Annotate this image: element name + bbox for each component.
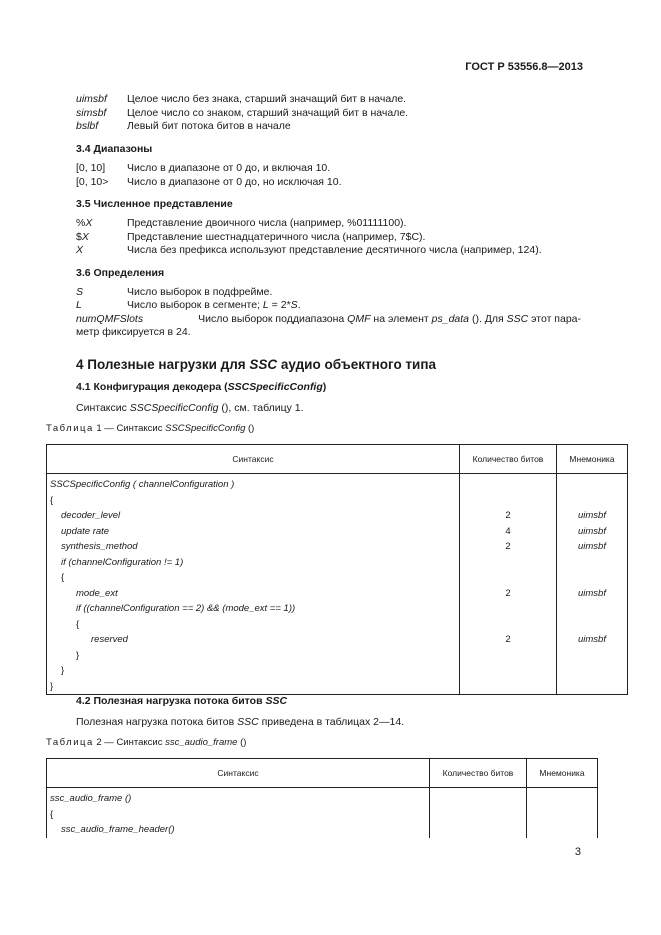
table-row (47, 570, 628, 586)
bits-cell (430, 807, 527, 823)
syntax-cell: ssc_audio_frame () (47, 788, 430, 807)
numeric-desc: Представление двоичного числа (например, %01111100). (127, 217, 407, 229)
syntax-cell: mode_ext (47, 586, 460, 602)
bits-cell: 4 (460, 524, 557, 540)
section-4-1-title: 4.1 Конфигурация декодера (SSCSpecificConfig) (76, 381, 327, 393)
table-2-caption: Таблица 2 — Синтаксис ssc_audio_frame () (46, 737, 247, 748)
table-1 (46, 444, 628, 695)
table-2 (46, 758, 598, 838)
table-header-bits: Количество битов (460, 445, 557, 474)
range-desc: Число в диапазоне от 0 до, но исключая 10. (127, 176, 342, 188)
table-row (47, 555, 628, 571)
mnemonic-cell (557, 648, 628, 664)
bits-cell (460, 663, 557, 679)
mnemonic-cell (557, 617, 628, 633)
syntax-cell: if (channelConfiguration != 1) (47, 555, 460, 571)
doc-header-id: ГОСТ Р 53556.8—2013 (465, 61, 583, 73)
mnemonic-cell: uimsbf (557, 524, 628, 540)
table-row (47, 648, 628, 664)
mnemonic-cell (557, 679, 628, 695)
table-header-mnemonic: Мнемоника (557, 445, 628, 474)
mnemonic-cell (557, 601, 628, 617)
mnemonic-desc: Целое число со знаком, старший значащий бит в начале. (127, 107, 409, 119)
table-row (47, 632, 628, 648)
mnemonic-cell: uimsbf (557, 539, 628, 555)
mnemonic-desc: Целое число без знака, старший значащий бит в начале. (127, 93, 407, 105)
bits-cell (430, 822, 527, 838)
definition-numqmfslots: numQMFSlots Число выборок поддиапазона QMF на элемент ps_data (). Для SSC этот пара- (76, 313, 581, 325)
syntax-cell: } (47, 663, 460, 679)
bits-cell (460, 601, 557, 617)
syntax-cell: { (47, 807, 430, 823)
mnemonic-term: uimsbf (76, 93, 107, 105)
syntax-cell: { (47, 493, 460, 509)
bits-cell: 2 (460, 632, 557, 648)
mnemonic-cell: uimsbf (557, 586, 628, 602)
syntax-cell: { (47, 617, 460, 633)
mnemonic-cell (557, 663, 628, 679)
bits-cell (460, 648, 557, 664)
section-4-1-paragraph: Синтаксис SSCSpecificConfig (), см. таблицу 1. (76, 402, 304, 414)
mnemonic-cell (527, 822, 598, 838)
syntax-cell: { (47, 570, 460, 586)
bits-cell (460, 679, 557, 695)
definition-term: S (76, 286, 84, 298)
bits-cell: 2 (460, 508, 557, 524)
bits-cell (460, 474, 557, 493)
mnemonic-cell (557, 493, 628, 509)
mnemonic-term: bslbf (76, 120, 99, 132)
table-row (47, 663, 628, 679)
syntax-cell: synthesis_method (47, 539, 460, 555)
syntax-cell: reserved (47, 632, 460, 648)
bits-cell (460, 617, 557, 633)
mnemonic-cell: uimsbf (557, 508, 628, 524)
syntax-cell: update rate (47, 524, 460, 540)
mnemonic-cell (557, 570, 628, 586)
numeric-term: %X (76, 217, 93, 229)
section-3-4-title: 3.4 Диапазоны (76, 143, 153, 155)
range-term: [0, 10] (76, 162, 106, 174)
mnemonic-term: simsbf (76, 107, 107, 119)
table-row (47, 679, 628, 695)
mnemonic-desc: Левый бит потока битов в начале (127, 120, 291, 132)
table-1-caption: Таблица 1 — Синтаксис SSCSpecificConfig () (46, 423, 255, 434)
table-header-bits: Количество битов (430, 759, 527, 788)
bits-cell: 2 (460, 586, 557, 602)
table-header-mnemonic: Мнемоника (527, 759, 598, 788)
section-4-title: 4 Полезные нагрузки для SSC аудио объектного типа (76, 357, 437, 372)
numeric-desc: Представление шестнадцатеричного числа (например, 7$C). (127, 231, 426, 243)
definition-term: L (76, 299, 82, 311)
mnemonic-cell: uimsbf (557, 632, 628, 648)
numeric-term: X (76, 244, 84, 256)
bits-cell (460, 555, 557, 571)
table-header-syntax: Синтаксис (47, 759, 430, 788)
syntax-cell: } (47, 679, 460, 695)
table-row (47, 586, 628, 602)
table-row (47, 493, 628, 509)
page-number: 3 (574, 846, 581, 858)
numeric-desc: Числа без префикса используют представление десятичного числа (например, 124). (127, 244, 542, 256)
section-4-2-paragraph: Полезная нагрузка потока битов SSC приведена в таблицах 2—14. (76, 716, 405, 728)
syntax-cell: ssc_audio_frame_header() (47, 822, 430, 838)
range-term: [0, 10> (76, 176, 109, 188)
definition-desc: Число выборок в сегменте; L = 2*S. (127, 299, 301, 311)
syntax-cell: SSCSpecificConfig ( channelConfiguration ) (47, 474, 460, 493)
table-row (47, 539, 628, 555)
table-row (47, 788, 598, 807)
table-row (47, 617, 628, 633)
table-row (47, 601, 628, 617)
definition-desc: Число выборок в подфрейме. (127, 286, 273, 298)
numeric-term: $X (76, 231, 89, 243)
syntax-cell: } (47, 648, 460, 664)
bits-cell (430, 788, 527, 807)
table-row (47, 822, 598, 838)
table-row (47, 807, 598, 823)
table-row (47, 524, 628, 540)
mnemonic-cell (557, 474, 628, 493)
range-desc: Число в диапазоне от 0 до, и включая 10. (127, 162, 331, 174)
bits-cell (460, 493, 557, 509)
bits-cell (460, 570, 557, 586)
syntax-cell: if ((channelConfiguration == 2) && (mode_ext == 1)) (47, 601, 460, 617)
table-header-syntax: Синтаксис (47, 445, 460, 474)
section-3-5-title: 3.5 Численное представление (76, 198, 233, 210)
definition-continuation: метр фиксируется в 24. (76, 326, 191, 338)
mnemonic-cell (557, 555, 628, 571)
section-4-2-title: 4.2 Полезная нагрузка потока битов SSC (76, 695, 288, 707)
mnemonic-cell (527, 807, 598, 823)
bits-cell: 2 (460, 539, 557, 555)
syntax-cell: decoder_level (47, 508, 460, 524)
table-row (47, 508, 628, 524)
table-row (47, 474, 628, 493)
mnemonic-cell (527, 788, 598, 807)
section-3-6-title: 3.6 Определения (76, 267, 165, 279)
